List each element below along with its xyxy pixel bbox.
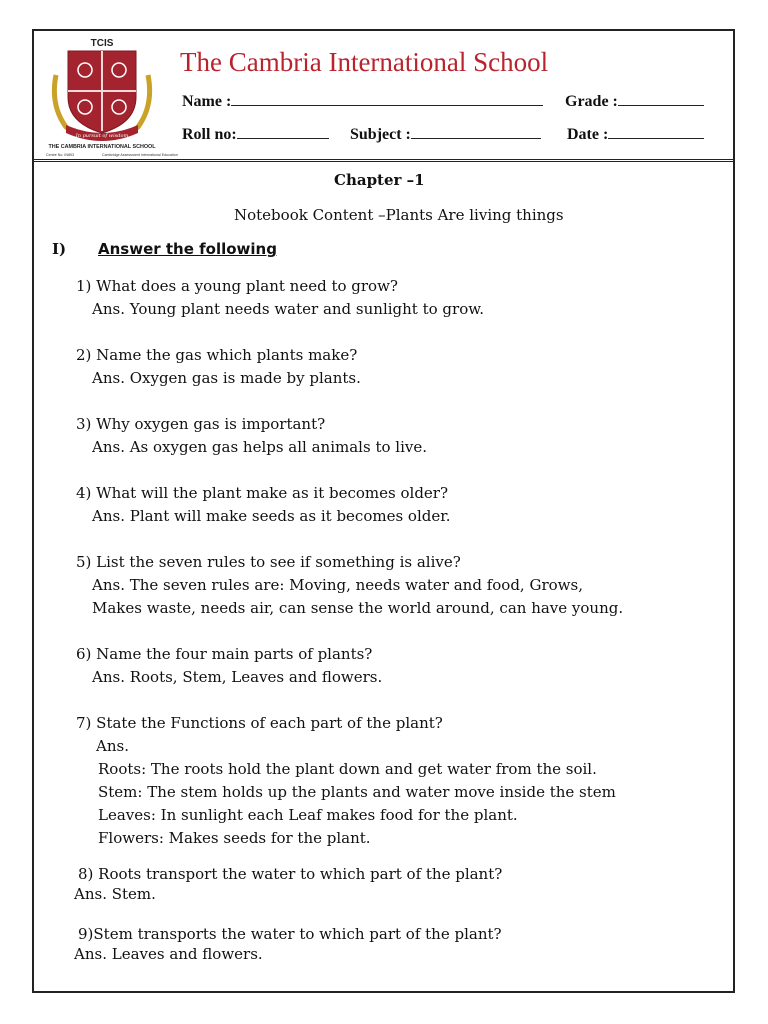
school-header [34,31,733,162]
name-blank[interactable] [231,91,543,106]
grade-blank[interactable] [618,91,704,106]
chapter-heading: Chapter –1 [334,171,425,189]
answer-7-line-3: Stem: The stem holds up the plants and water move inside the stem [98,783,616,801]
question-7: 7) State the Functions of each part of the plant? [76,714,443,732]
grade-field [565,91,704,111]
question-6: 6) Name the four main parts of plants? [76,645,373,663]
roll-no-field [182,124,329,144]
logo-board: Cambridge Assessment International Education [102,153,178,157]
answer-1-line-1: Ans. Young plant needs water and sunlight to grow. [92,300,485,318]
answer-4-line-1: Ans. Plant will make seeds as it becomes older. [92,507,451,525]
logo-abbr: TCIS [90,38,114,49]
name-field [182,91,543,111]
school-name: The Cambria International School [180,47,549,77]
logo-motto: In pursuit of wisdom [75,133,129,139]
question-4: 4) What will the plant make as it becomes older? [76,484,449,502]
question-2: 2) Name the gas which plants make? [76,346,358,364]
subject-label: Subject : [350,126,411,143]
question-9: 9)Stem transports the water to which part of the plant? [78,925,502,943]
section-title: Answer the following [98,240,277,258]
question-3: 3) Why oxygen gas is important? [76,415,326,433]
question-5: 5) List the seven rules to see if something is alive? [76,553,461,571]
answer-5-line-1: Ans. The seven rules are: Moving, needs water and food, Grows, [92,576,583,594]
answer-7-line-1: Ans. [96,737,129,755]
question-1: 1) What does a young plant need to grow? [76,277,398,295]
answer-3-line-1: Ans. As oxygen gas helps all animals to live. [92,438,427,456]
answer-7-line-4: Leaves: In sunlight each Leaf makes food for the plant. [98,806,518,824]
date-field [567,124,704,144]
worksheet-frame [32,29,735,993]
answer-6-line-1: Ans. Roots, Stem, Leaves and flowers. [92,668,383,686]
date-blank[interactable] [608,124,704,139]
logo-centre-number: Centre No. IN853 [46,153,74,157]
answer-7-line-5: Flowers: Makes seeds for the plant. [98,829,371,847]
roll-no-label: Roll no: [182,126,237,143]
question-8: 8) Roots transport the water to which part of the plant? [78,865,503,883]
logo-school-caption: THE CAMBRIA INTERNATIONAL SCHOOL [48,144,156,150]
roll-no-blank[interactable] [237,124,329,139]
subject-blank[interactable] [411,124,541,139]
answer-8-line-1: Ans. Stem. [74,885,156,903]
answer-5-line-2: Makes waste, needs air, can sense the world around, can have young. [92,599,624,617]
grade-label: Grade : [565,93,618,110]
answer-9-line-1: Ans. Leaves and flowers. [74,945,263,963]
notebook-title: Notebook Content –Plants Are living things [234,206,564,224]
date-label: Date : [567,126,609,143]
section-number: I) [52,240,67,258]
answer-2-line-1: Ans. Oxygen gas is made by plants. [92,369,361,387]
answer-7-line-2: Roots: The roots hold the plant down and get water from the soil. [98,760,597,778]
school-crest-logo [42,35,178,159]
name-label: Name : [182,93,232,110]
subject-field [350,124,541,144]
